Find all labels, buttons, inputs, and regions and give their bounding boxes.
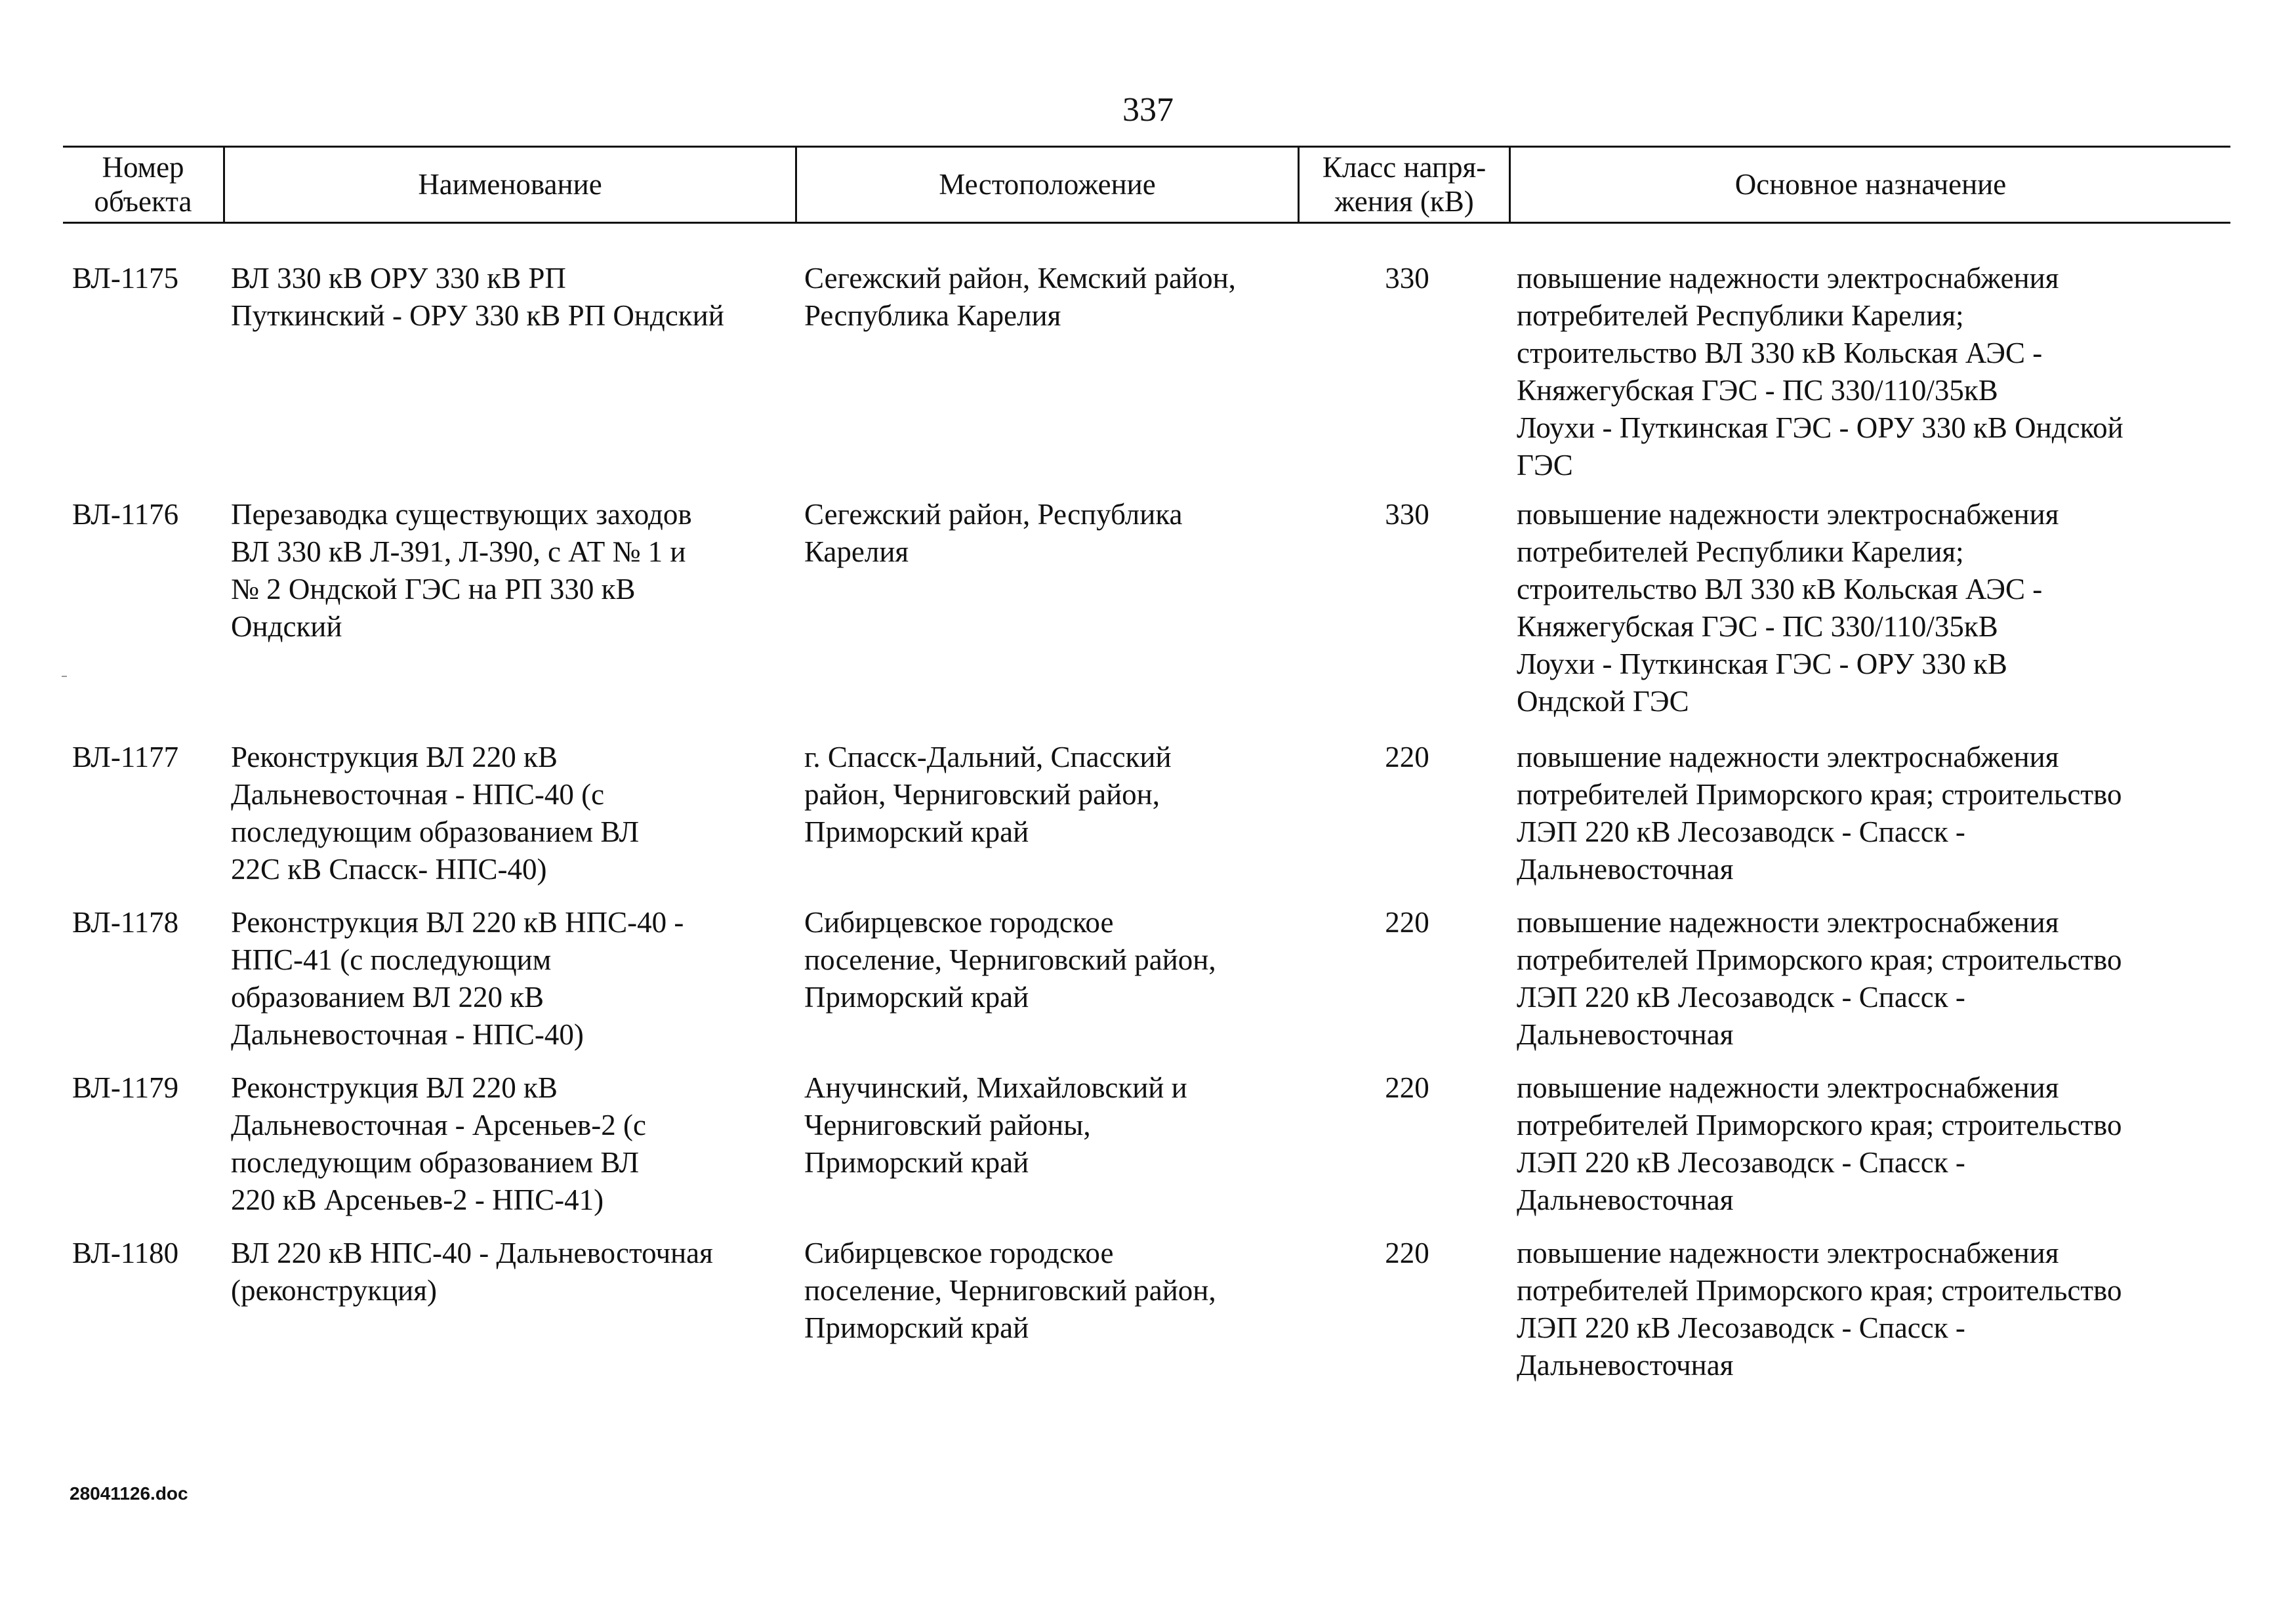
- object-number: ВЛ-1177: [72, 741, 179, 773]
- object-name: ВЛ 220 кВ НПС-40 - Дальневосточная (реконструкция): [231, 1237, 713, 1307]
- object-purpose: повышение надежности электроснабжения потребителей Приморского края; строительство ЛЭП 220 кВ Лесозаводск - Спасск - Дальневосточная: [1517, 906, 2122, 1051]
- object-voltage: 220: [1385, 1071, 1429, 1104]
- document-filename: 28041126.doc: [70, 1483, 188, 1504]
- object-name: Перезаводка существующих заходов ВЛ 330 кВ Л-391, Л-390, с АТ № 1 и № 2 Ондской ГЭС на РП 330 кВ Ондский: [231, 498, 692, 643]
- object-location: Анучинский, Михайловский и Черниговский районы, Приморский край: [804, 1071, 1187, 1179]
- object-name: ВЛ 330 кВ ОРУ 330 кВ РП Путкинский - ОРУ 330 кВ РП Ондский: [231, 262, 724, 332]
- object-purpose: повышение надежности электроснабжения потребителей Приморского края; строительство ЛЭП 220 кВ Лесозаводск - Спасск - Дальневосточная: [1517, 1071, 2122, 1216]
- object-name: Реконструкция ВЛ 220 кВ Дальневосточная - НПС-40 (с последующим образованием ВЛ 22С кВ Спасск- НПС-40): [231, 741, 640, 886]
- object-location: Сегежский район, Кемский район, Республика Карелия: [804, 262, 1236, 332]
- header-location: Местоположение: [939, 168, 1156, 201]
- object-voltage: 330: [1385, 262, 1429, 295]
- table-top-rule: [63, 146, 2230, 148]
- object-voltage: 330: [1385, 498, 1429, 531]
- object-name: Реконструкция ВЛ 220 кВ Дальневосточная - Арсеньев-2 (с последующим образованием ВЛ 220 кВ Арсеньев-2 - НПС-41): [231, 1071, 646, 1216]
- object-purpose: повышение надежности электроснабжения потребителей Приморского края; строительство ЛЭП 220 кВ Лесозаводск - Спасск - Дальневосточная: [1517, 741, 2122, 886]
- object-voltage: 220: [1385, 741, 1429, 773]
- page-number: 337: [1122, 91, 1174, 129]
- header-purpose: Основное назначение: [1734, 168, 2007, 201]
- object-location: Сибирцевское городское поселение, Черниговский район, Приморский край: [804, 906, 1216, 1014]
- object-purpose: повышение надежности электроснабжения потребителей Приморского края; строительство ЛЭП 220 кВ Лесозаводск - Спасск - Дальневосточная: [1517, 1237, 2122, 1382]
- header-voltage: Класс напря- жения (кВ): [1322, 151, 1486, 218]
- header-number: Номер объекта: [94, 151, 192, 218]
- object-location: г. Спасск-Дальний, Спасский район, Черниговский район, Приморский край: [804, 741, 1172, 848]
- object-number: ВЛ-1179: [72, 1071, 179, 1104]
- object-number: ВЛ-1180: [72, 1237, 179, 1269]
- header-name: Наименование: [418, 168, 602, 201]
- object-number: ВЛ-1176: [72, 498, 179, 531]
- table-header-rule: [63, 222, 2230, 224]
- object-location: Сибирцевское городское поселение, Черниговский район, Приморский край: [804, 1237, 1216, 1344]
- object-purpose: повышение надежности электроснабжения потребителей Республики Карелия; строительство ВЛ 330 кВ Кольская АЭС - Княжегубская ГЭС - ПС 330/110/35кВ Лоухи - Путкинская ГЭС - ОРУ 330 кВ Ондской ГЭС: [1517, 262, 2123, 482]
- object-location: Сегежский район, Республика Карелия: [804, 498, 1183, 568]
- object-name: Реконструкция ВЛ 220 кВ НПС-40 - НПС-41 (с последующим образованием ВЛ 220 кВ Дальневосточная - НПС-40): [231, 906, 684, 1051]
- object-voltage: 220: [1385, 906, 1429, 939]
- scan-artifact: [62, 676, 67, 677]
- object-number: ВЛ-1175: [72, 262, 179, 295]
- object-number: ВЛ-1178: [72, 906, 179, 939]
- object-voltage: 220: [1385, 1237, 1429, 1269]
- object-purpose: повышение надежности электроснабжения потребителей Республики Карелия; строительство ВЛ 330 кВ Кольская АЭС - Княжегубская ГЭС - ПС 330/110/35кВ Лоухи - Путкинская ГЭС - ОРУ 330 кВ Ондской ГЭС: [1517, 498, 2059, 718]
